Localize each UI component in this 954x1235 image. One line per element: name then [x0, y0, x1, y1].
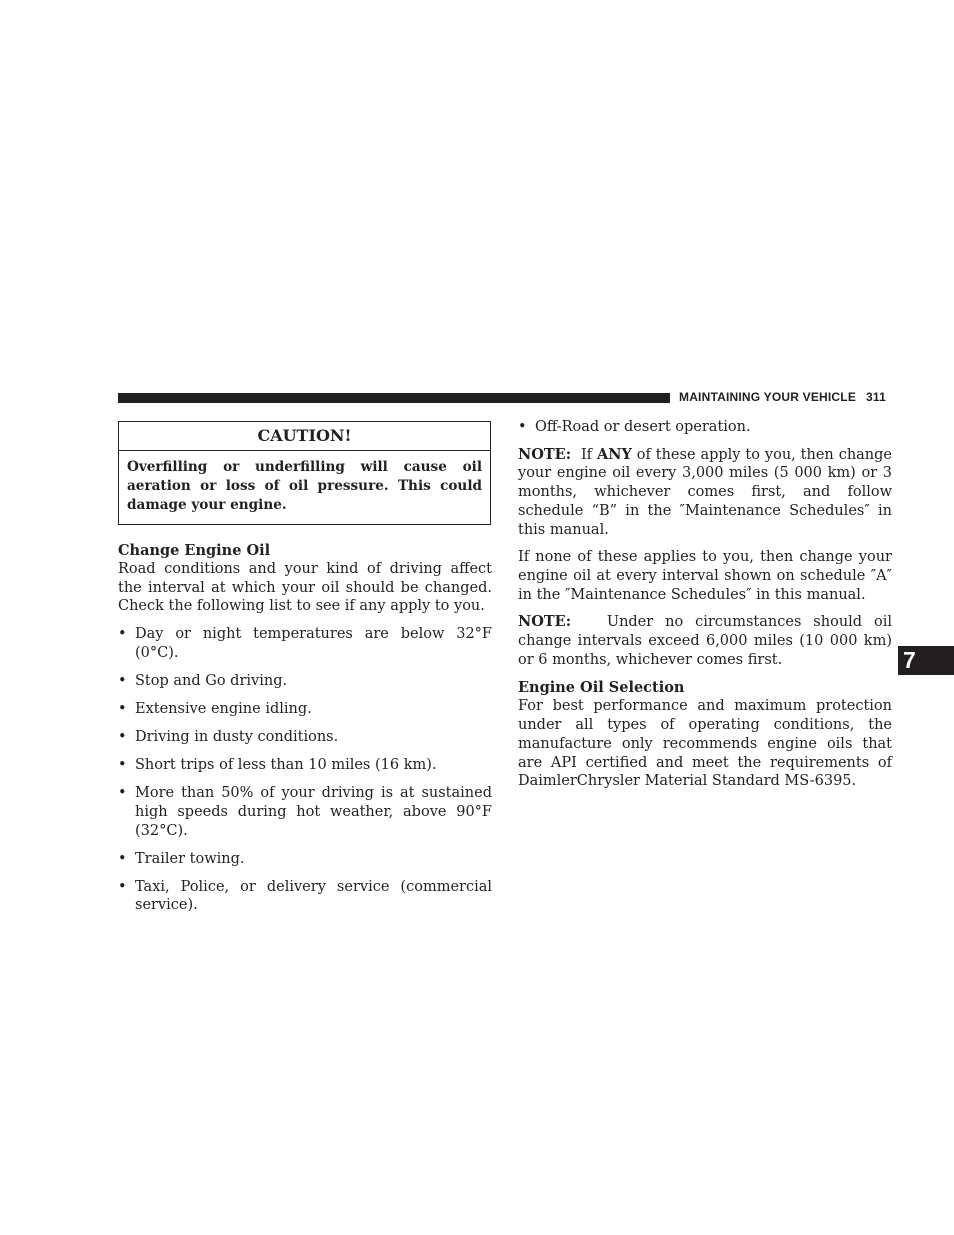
note-label: NOTE: [518, 613, 572, 631]
note-label: NOTE: [518, 445, 572, 463]
none-apply-paragraph: If none of these applies to you, then change your engine oil at every interval shown on schedule ″A″ in the ″Maintenance Schedules″ in this manual. [518, 549, 892, 603]
header-rule [118, 393, 670, 403]
bullet-icon: • [118, 878, 127, 895]
section-title: MAINTAINING YOUR VEHICLE [679, 390, 857, 404]
page-number: 311 [866, 390, 886, 404]
list-item: • Day or night temperatures are below 32°F (0°C). [118, 626, 492, 662]
bullet-icon: • [118, 757, 127, 774]
list-item: • Trailer towing. [118, 850, 245, 867]
list-item: • Short trips of less than 10 miles (16 km). [118, 757, 437, 774]
list-item: • Off-Road or desert operation. [518, 419, 751, 435]
bullet-icon: • [118, 850, 127, 867]
bullet-icon: • [118, 729, 127, 746]
list-item: • Taxi, Police, or delivery service (commercial service). [118, 878, 492, 914]
caution-title: CAUTION! [119, 422, 490, 451]
note-interval-limit: NOTE: Under no circumstances should oil change intervals exceed 6,000 miles (10 000 km) or 6 months, whichever comes first. [518, 613, 892, 668]
left-column [118, 421, 492, 915]
list-item: • More than 50% of your driving is at sustained high speeds during hot weather, above 90°F (32°C). [118, 785, 492, 839]
bullet-icon: • [118, 701, 127, 718]
right-column [518, 418, 892, 791]
conditions-list-continued [518, 418, 892, 437]
bullet-icon: • [118, 626, 127, 643]
oil-selection-heading: Engine Oil Selection [518, 679, 685, 697]
bullet-icon: • [118, 673, 127, 690]
emphasis-any: ANY [596, 445, 632, 463]
bullet-icon: • [118, 785, 127, 802]
caution-box [118, 421, 491, 525]
caution-text: Overfilling or underfilling will cause oil aeration or loss of oil pressure. This could damage your engine. [127, 459, 482, 513]
running-header [679, 390, 886, 404]
conditions-list [118, 625, 492, 915]
bullet-icon: • [518, 419, 527, 435]
change-oil-intro: Road conditions and your kind of driving affect the interval at which your oil should be changed. Check the following list to see if any apply to you. [118, 561, 492, 615]
list-item: • Driving in dusty conditions. [118, 729, 339, 746]
change-oil-heading: Change Engine Oil [118, 542, 271, 559]
chapter-number: 7 [903, 647, 916, 673]
list-item: • Stop and Go driving. [118, 673, 288, 690]
note-any-apply: NOTE: If ANY of these apply to you, then change your engine oil every 3,000 miles (5 000 km) or 3 months, whichever comes first, and follow schedule “B” in the ″Maintenance Schedules″ in this manual. [518, 445, 892, 538]
list-item: • Extensive engine idling. [118, 701, 312, 718]
oil-selection-text: For best performance and maximum protection under all types of operating conditions, the manufacture only recommends engine oils that are API certified and meet the requirements of DaimlerChrysler Material Standard MS-6395. [518, 698, 892, 790]
chapter-tab [898, 646, 954, 675]
